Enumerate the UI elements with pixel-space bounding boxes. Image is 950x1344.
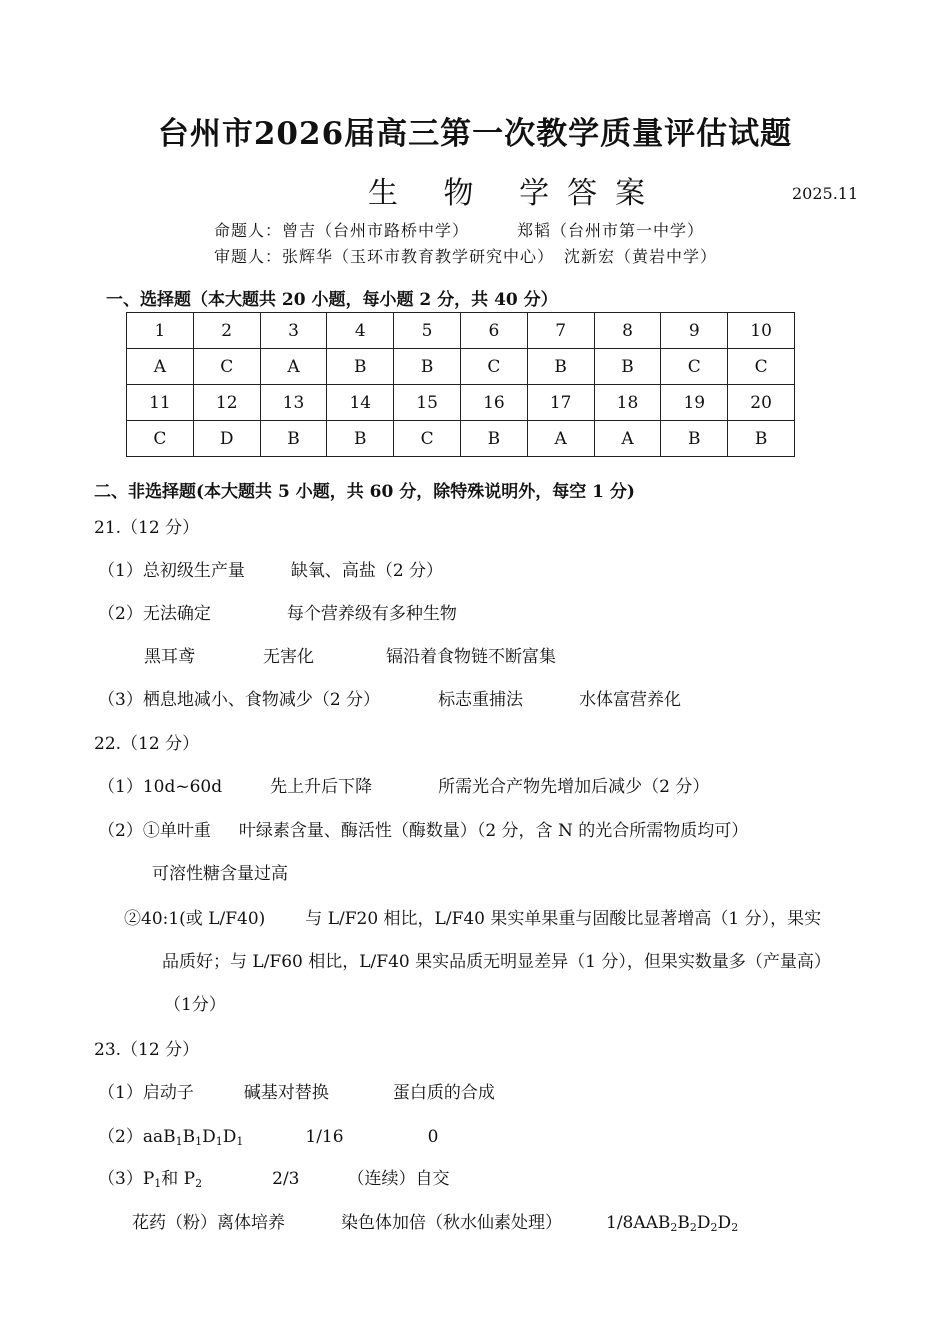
answer: 蛋白质的合成 bbox=[392, 1083, 495, 1103]
table-cell: 9 bbox=[661, 313, 728, 349]
table-cell: 20 bbox=[728, 385, 795, 421]
answer: 总初级生产量 bbox=[142, 561, 245, 581]
answer: 栖息地减小、食物减少（2 分） bbox=[142, 690, 381, 710]
q22-part2-sub2-cont: 品质好；与 L/F60 相比，L/F40 果实品质无明显差异（1 分），但果实数量多（产量高） bbox=[162, 952, 831, 972]
answer: 2/3 bbox=[272, 1169, 300, 1189]
part-number: （2） bbox=[98, 821, 143, 841]
part-number: （3） bbox=[98, 690, 143, 710]
setter-2: 郑韬（台州市第一中学） bbox=[517, 221, 705, 240]
q21-part3 bbox=[98, 685, 681, 710]
answer: 10d~60d bbox=[142, 777, 223, 797]
answer: 每个营养级有多种生物 bbox=[286, 604, 457, 624]
table-cell: 13 bbox=[260, 385, 327, 421]
table-cell: 17 bbox=[527, 385, 594, 421]
table-cell: B bbox=[327, 349, 394, 385]
answer: 启动子 bbox=[142, 1083, 194, 1103]
table-cell: C bbox=[193, 349, 260, 385]
table-cell: 5 bbox=[394, 313, 461, 349]
table-cell: 19 bbox=[661, 385, 728, 421]
q22-part1 bbox=[98, 772, 709, 797]
table-cell: C bbox=[661, 349, 728, 385]
table-cell: C bbox=[127, 421, 194, 457]
table-cell: 16 bbox=[460, 385, 527, 421]
answer: ②40:1(或 L/F40) bbox=[124, 909, 266, 929]
q22-part2 bbox=[98, 816, 748, 841]
exam-date: 2025.11 bbox=[792, 184, 859, 203]
answer: 0 bbox=[427, 1127, 439, 1147]
table-cell: A bbox=[594, 421, 661, 457]
table-cell: 8 bbox=[594, 313, 661, 349]
answer: 先上升后下降 bbox=[270, 777, 373, 797]
table-cell: D bbox=[193, 421, 260, 457]
table-cell: A bbox=[527, 421, 594, 457]
table-cell: A bbox=[260, 349, 327, 385]
answer: 花药（粉）离体培养 bbox=[132, 1213, 285, 1233]
part-number: （1） bbox=[98, 561, 143, 581]
table-cell: B bbox=[327, 421, 394, 457]
answer: 缺氧、高盐（2 分） bbox=[290, 561, 444, 581]
q23-part3-cont bbox=[132, 1208, 738, 1234]
answer-table bbox=[126, 312, 795, 457]
genotype: $aaB_1B_1D_1D_1$ bbox=[142, 1127, 244, 1148]
table-cell: 4 bbox=[327, 313, 394, 349]
q22-part2-cont: 可溶性糖含量过高 bbox=[152, 864, 288, 884]
table-cell: 6 bbox=[460, 313, 527, 349]
table-cell: 12 bbox=[193, 385, 260, 421]
setters-line bbox=[214, 218, 704, 241]
part-number: （1） bbox=[98, 777, 143, 797]
setter-1: 曾吉（台州市路桥中学） bbox=[282, 221, 470, 240]
q21-part2-cont bbox=[144, 642, 556, 667]
table-cell: B bbox=[594, 349, 661, 385]
part-number: （1） bbox=[98, 1083, 143, 1103]
page-title: 台州市2026届高三第一次教学质量评估试题 bbox=[157, 116, 793, 152]
table-row bbox=[127, 349, 795, 385]
answer: 与 L/F20 相比，L/F40 果实单果重与固酸比显著增高（1 分），果实 bbox=[305, 909, 822, 929]
part-number: （3） bbox=[98, 1169, 143, 1189]
table-cell: C bbox=[394, 421, 461, 457]
table-cell: 3 bbox=[260, 313, 327, 349]
q21-part2 bbox=[98, 599, 457, 624]
answer: 水体富营养化 bbox=[579, 690, 682, 710]
table-cell: 15 bbox=[394, 385, 461, 421]
reviewer-2: 沈新宏（黄岩中学） bbox=[564, 247, 718, 266]
q22-part2-sub2-end: （1分） bbox=[164, 995, 226, 1015]
table-row bbox=[127, 313, 795, 349]
q23-part3 bbox=[98, 1164, 449, 1190]
setters-label: 命题人： bbox=[214, 221, 283, 240]
answer: 所需光合产物先增加后减少（2 分） bbox=[438, 777, 710, 797]
answer: 叶绿素含量、酶活性（酶数量）（2 分，含 N 的光合所需物质均可） bbox=[238, 821, 749, 841]
part-number: （2） bbox=[98, 604, 143, 624]
q22-part2-sub2 bbox=[124, 904, 821, 929]
table-row bbox=[127, 385, 795, 421]
table-cell: B bbox=[527, 349, 594, 385]
answer: 无害化 bbox=[263, 647, 314, 667]
answer: 黑耳鸢 bbox=[144, 647, 195, 667]
reviewers-line bbox=[214, 244, 717, 267]
table-cell: 18 bbox=[594, 385, 661, 421]
answer: 碱基对替换 bbox=[243, 1083, 329, 1103]
table-cell: 2 bbox=[193, 313, 260, 349]
table-cell: A bbox=[127, 349, 194, 385]
q21-label: 21.（12 分） bbox=[94, 518, 200, 538]
genotype: $1/8AAB_2B_2D_2D_2$ bbox=[606, 1213, 739, 1234]
table-cell: C bbox=[460, 349, 527, 385]
q23-part2 bbox=[98, 1122, 438, 1148]
q23-part1 bbox=[98, 1078, 495, 1103]
table-cell: 7 bbox=[527, 313, 594, 349]
table-cell: 11 bbox=[127, 385, 194, 421]
table-cell: 14 bbox=[327, 385, 394, 421]
table-row bbox=[127, 421, 795, 457]
table-cell: B bbox=[460, 421, 527, 457]
reviewer-1: 张辉华（玉环市教育教学研究中心） bbox=[282, 247, 555, 266]
table-cell: B bbox=[661, 421, 728, 457]
table-cell: B bbox=[260, 421, 327, 457]
table-cell: B bbox=[728, 421, 795, 457]
answer: 染色体加倍（秋水仙素处理） bbox=[341, 1213, 562, 1233]
table-cell: C bbox=[728, 349, 795, 385]
table-cell: 10 bbox=[728, 313, 795, 349]
q22-label: 22.（12 分） bbox=[94, 734, 200, 754]
answer: $P_1$和 $P_2$ bbox=[142, 1169, 203, 1190]
table-cell: 1 bbox=[127, 313, 194, 349]
answer: 无法确定 bbox=[142, 604, 211, 624]
q21-part1 bbox=[98, 556, 443, 581]
page-subtitle: 生 物 学答案 bbox=[368, 176, 664, 211]
section1-heading: 一、选择题（本大题共 20 小题，每小题 2 分，共 40 分） bbox=[106, 290, 558, 310]
table-cell: B bbox=[394, 349, 461, 385]
reviewers-label: 审题人： bbox=[214, 247, 283, 266]
answer: 标志重捕法 bbox=[438, 690, 524, 710]
answer: 1/16 bbox=[305, 1127, 344, 1147]
answer: ①单叶重 bbox=[142, 821, 211, 841]
part-number: （2） bbox=[98, 1127, 143, 1147]
q23-label: 23.（12 分） bbox=[94, 1040, 200, 1060]
answer: （连续）自交 bbox=[347, 1169, 450, 1189]
section2-heading: 二、非选择题(本大题共 5 小题，共 60 分，除特殊说明外，每空 1 分) bbox=[94, 482, 635, 502]
answer: 镉沿着食物链不断富集 bbox=[386, 647, 556, 667]
